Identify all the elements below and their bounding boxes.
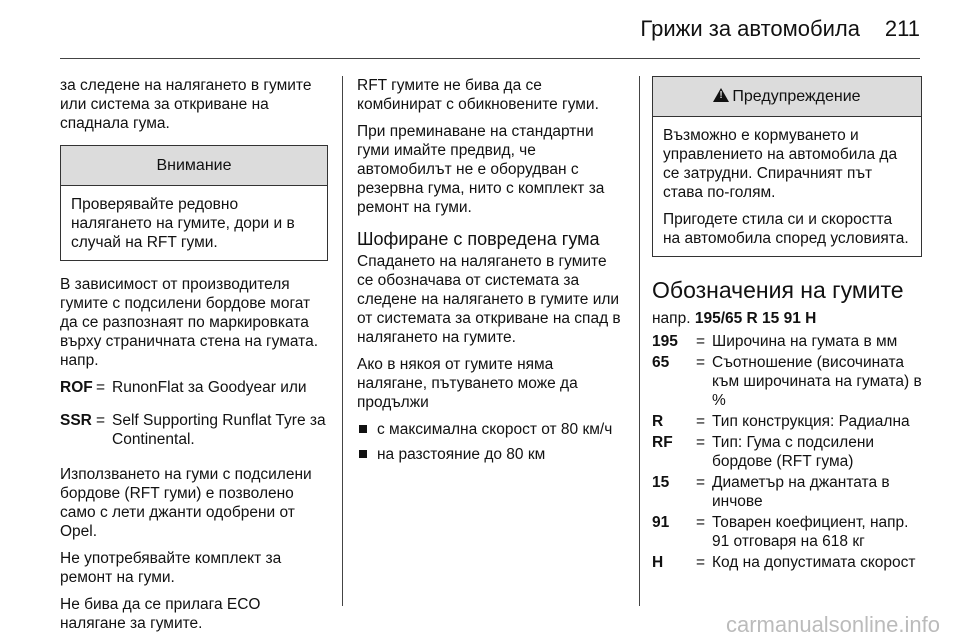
column-1 xyxy=(60,76,328,641)
paragraph: RFT гумите не бива да се комбинират с обикновените гуми. xyxy=(357,77,599,113)
definition-row xyxy=(652,332,922,351)
paragraph: Не бива да се прилага ECO налягане за гумите. xyxy=(60,596,261,632)
definition-term: 91 xyxy=(652,514,670,531)
definition-equals: = xyxy=(696,474,706,491)
definition-desc: Диаметър на джантата в инчове xyxy=(712,474,890,510)
definition-row xyxy=(652,433,922,471)
warning-header xyxy=(653,77,921,117)
page-header xyxy=(60,0,920,60)
caution-title: Внимание xyxy=(61,146,327,186)
definition-term: 15 xyxy=(652,474,670,491)
list-item xyxy=(357,445,627,464)
definition-equals: = xyxy=(96,379,106,396)
definition-equals: = xyxy=(96,412,106,429)
section-heading: Шофиране с повредена гума xyxy=(357,229,600,249)
definition-row xyxy=(652,513,922,551)
list-item xyxy=(357,420,627,439)
warning-title: Предупреждение xyxy=(732,88,861,105)
section-heading: Обозначения на гумите xyxy=(652,277,904,303)
warning-body xyxy=(653,117,921,256)
definition-row xyxy=(652,412,922,431)
definition-term: ROF xyxy=(60,379,93,396)
definition-term: 65 xyxy=(652,354,670,371)
paragraph: за следене на налягането в гумите или система за откриване на спаднала гума. xyxy=(60,77,312,132)
definition-desc: Съотношение (височината към широчината на гумата) в % xyxy=(712,354,922,409)
definition-term: RF xyxy=(652,434,673,451)
definition-equals: = xyxy=(696,514,706,531)
definition-row xyxy=(652,353,922,410)
definition-desc: Код на допустимата скорост xyxy=(712,554,916,571)
warning-text: Пригодете стила си и скоростта на автомобила според условията. xyxy=(663,211,909,247)
page-title: Грижи за автомобила xyxy=(640,16,860,41)
marking-definitions xyxy=(60,378,328,449)
definition-desc: Self Supporting Runflat Tyre за Continental. xyxy=(112,412,326,448)
definition-desc: Широчина на гумата в мм xyxy=(712,333,898,350)
paragraph: Не употребявайте комплект за ремонт на гуми. xyxy=(60,550,282,586)
caution-body xyxy=(61,186,327,260)
definition-row xyxy=(60,411,328,449)
definition-desc: Тип: Гума с подсилени бордове (RFT гума) xyxy=(712,434,875,470)
definition-equals: = xyxy=(696,413,706,430)
paragraph: В зависимост от производителя гумите с подсилени бордове могат да се разпознаят по маркировката върху страничната стена на гумата. напр. xyxy=(60,276,319,369)
watermark: carmanualsonline.info xyxy=(725,612,940,637)
column-3 xyxy=(652,76,922,580)
header-divider xyxy=(60,58,920,59)
column-divider xyxy=(639,76,640,606)
definition-desc: RunonFlat за Goodyear или xyxy=(112,379,307,396)
bullet-icon xyxy=(359,450,367,458)
bullet-list xyxy=(357,420,627,464)
column-2 xyxy=(357,76,627,470)
definition-term: H xyxy=(652,554,664,571)
definition-term: SSR xyxy=(60,412,92,429)
tire-code-definitions xyxy=(652,332,922,572)
paragraph: Ако в някоя от гумите няма налягане, пътуването може да продължи xyxy=(357,356,578,411)
caution-box xyxy=(60,145,328,261)
definition-desc: Тип конструкция: Радиална xyxy=(712,413,910,430)
list-item-text: с максимална скорост от 80 км/ч xyxy=(377,421,613,438)
page-number: 211 xyxy=(884,16,920,41)
tire-example xyxy=(652,309,922,328)
definition-equals: = xyxy=(696,354,706,371)
definition-row xyxy=(60,378,328,397)
definition-equals: = xyxy=(696,333,706,350)
paragraph: При преминаване на стандартни гуми имайте предвид, че автомобилът не е оборудван с резервна гума, нито с комплект за ремонт на гуми. xyxy=(357,123,605,216)
definition-equals: = xyxy=(696,434,706,451)
warning-box xyxy=(652,76,922,257)
list-item-text: на разстояние до 80 км xyxy=(377,446,546,463)
bullet-icon xyxy=(359,425,367,433)
definition-term: 195 xyxy=(652,333,678,350)
column-divider xyxy=(342,76,343,606)
definition-row xyxy=(652,553,922,572)
definition-term: R xyxy=(652,413,664,430)
paragraph: Използването на гуми с подсилени бордове (RFT гуми) е позволено само с лети джанти одобрени от Opel. xyxy=(60,466,312,540)
definition-desc: Товарен коефициент, напр. 91 отговаря на 618 кг xyxy=(712,514,909,550)
example-prefix: напр. xyxy=(652,310,691,327)
definition-equals: = xyxy=(696,554,706,571)
definition-row xyxy=(652,473,922,511)
caution-text: Проверявайте редовно налягането на гумите, дори и в случай на RFT гуми. xyxy=(71,196,295,251)
example-code: 195/65 R 15 91 H xyxy=(694,310,817,327)
paragraph: Спадането на налягането в гумите се обозначава от системата за следене на налягането в гумите или от системата за откриване на спад в налягането на гумите. xyxy=(357,253,621,346)
warning-triangle-icon xyxy=(713,88,729,102)
warning-text: Възможно е кормуването и управлението на автомобила да се затрудни. Спирачният път става по-голям. xyxy=(663,127,898,201)
